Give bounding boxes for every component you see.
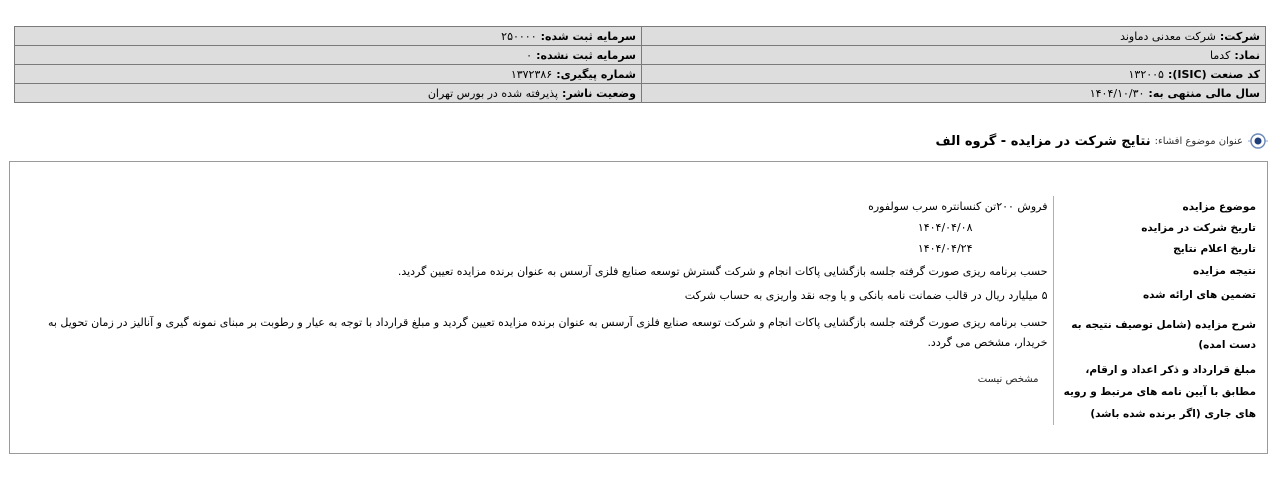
detail-value: ۱۴۰۴/۰۴/۰۸ — [917, 221, 973, 234]
isic-label: کد صنعت (ISIC): — [1167, 67, 1260, 81]
registered-capital-label: سرمایه ثبت شده: — [540, 29, 636, 43]
subject-heading — [936, 131, 1268, 151]
detail-row — [16, 307, 1261, 359]
unregistered-capital-cell — [15, 46, 642, 65]
detail-row — [16, 259, 1261, 283]
fiscal-year-cell — [642, 84, 1266, 103]
fiscal-year-value: ۱۴۰۴/۱۰/۳۰ — [1089, 86, 1145, 100]
registered-capital-value: ۲۵۰۰۰۰ — [501, 29, 537, 43]
tracking-number-label: شماره پیگیری: — [556, 67, 636, 81]
detail-label: مبلغ قرارداد و ذکر اعداد و ارقام، مطابق با آیین نامه های مرتبط و رویه های جاری (اگر برنده شده باشد) — [1053, 359, 1261, 425]
detail-value: حسب برنامه ریزی صورت گرفته جلسه بازگشایی پاکات انجام و شرکت گسترش توسعه صنایع فلزی آرسس به عنوان برنده مزایده تعیین گردید. — [397, 264, 1048, 278]
target-icon — [1248, 131, 1268, 151]
publisher-status-cell — [15, 84, 642, 103]
detail-label: نتیجه مزایده — [1053, 259, 1261, 283]
registered-capital-cell — [15, 27, 642, 46]
fiscal-year-label: سال مالی منتهی به: — [1148, 86, 1260, 100]
detail-value: حسب برنامه ریزی صورت گرفته جلسه بازگشایی پاکات انجام و شرکت توسعه صنایع فلزی آرسس به عنوان برنده مزایده تعیین گردید و مبلغ قرارداد با توجه به عیار و رطوبت بر مبنای نمونه گیری و آنالیز در زمان تحویل به خریدار، مشخص می گردد. — [47, 316, 1048, 349]
unregistered-capital-label: سرمایه ثبت نشده: — [536, 48, 636, 62]
symbol-value: کدما — [1210, 48, 1231, 62]
detail-label: تاریخ شرکت در مزایده — [1053, 217, 1261, 238]
detail-label: تاریخ اعلام نتایج — [1053, 238, 1261, 259]
details-panel — [9, 161, 1268, 454]
info-row — [15, 27, 1266, 46]
info-row — [15, 84, 1266, 103]
detail-value: فروش ۲۰۰تن کنسانتره سرب سولفوره — [868, 200, 1048, 213]
company-label: شرکت: — [1219, 29, 1260, 43]
details-table — [16, 196, 1261, 425]
detail-value: ۱۴۰۴/۰۴/۲۴ — [917, 242, 973, 255]
detail-row — [16, 283, 1261, 307]
subject-title: نتایج شرکت در مزایده - گروه الف — [935, 133, 1151, 149]
publisher-status-value: پذیرفته شده در بورس تهران — [427, 86, 559, 100]
detail-row — [16, 217, 1261, 238]
detail-label: تضمین های ارائه شده — [1053, 283, 1261, 307]
detail-value: ۵ میلیارد ریال در قالب ضمانت نامه بانکی و یا وجه نقد واریزی به حساب شرکت — [684, 288, 1048, 302]
info-row — [15, 46, 1266, 65]
symbol-cell — [642, 46, 1266, 65]
symbol-label: نماد: — [1234, 48, 1260, 62]
detail-row — [16, 359, 1261, 425]
tracking-number-cell — [15, 65, 642, 84]
unregistered-capital-value: ۰ — [526, 48, 533, 62]
detail-row — [16, 196, 1261, 217]
company-cell — [642, 27, 1266, 46]
tracking-number-value: ۱۳۷۲۳۸۶ — [510, 67, 553, 81]
publisher-status-label: وضعیت ناشر: — [562, 86, 636, 100]
company-info-table — [14, 26, 1266, 103]
detail-label: موضوع مزایده — [1053, 196, 1261, 217]
detail-value: مشخص نیست — [977, 374, 1039, 385]
info-row — [15, 65, 1266, 84]
isic-value: ۱۳۲۰۰۵ — [1128, 67, 1164, 81]
subject-prefix: عنوان موضوع افشاء: — [1154, 135, 1243, 147]
isic-cell — [642, 65, 1266, 84]
detail-label: شرح مزایده (شامل توصیف نتیجه به دست امده) — [1053, 307, 1261, 359]
company-value: شرکت معدنی دماوند — [1120, 29, 1216, 43]
detail-row — [16, 238, 1261, 259]
